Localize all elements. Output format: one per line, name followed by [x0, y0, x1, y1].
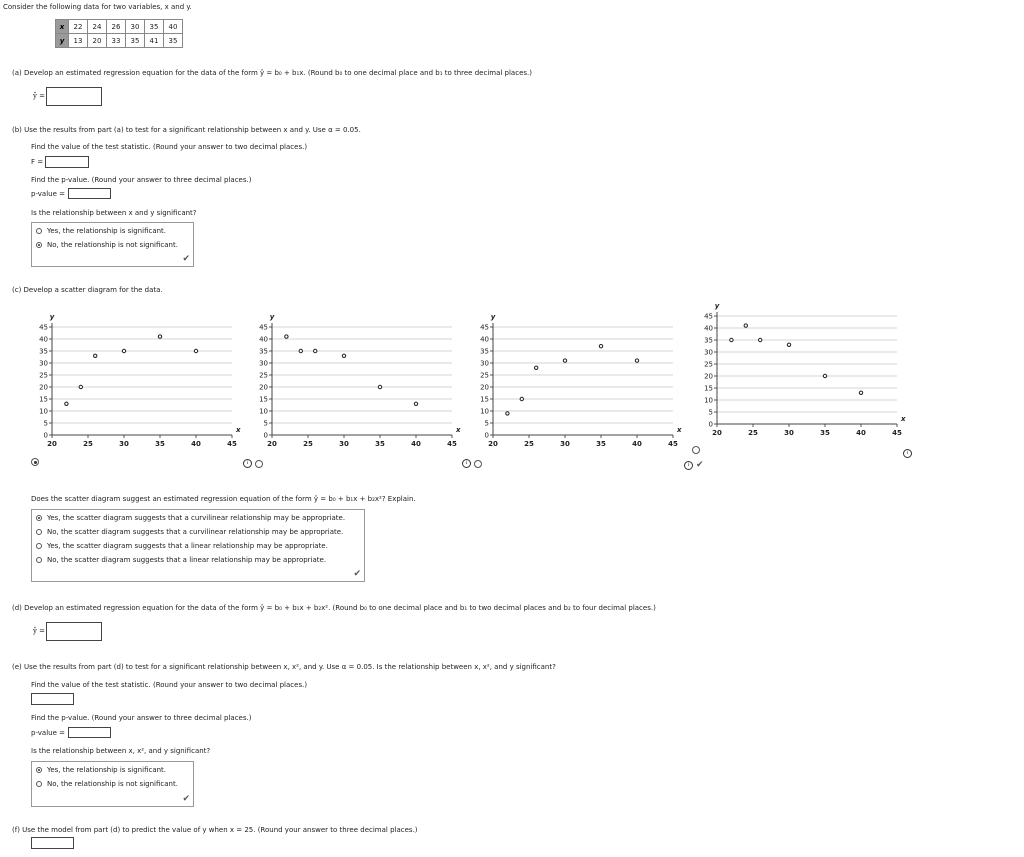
x-tick-label: 25 [83, 440, 93, 448]
data-point [520, 397, 523, 400]
y-tick-label: 10 [704, 396, 713, 405]
y-tick-label: 10 [480, 407, 489, 416]
x-tick-label: 45 [227, 440, 237, 448]
x-tick-label: 35 [375, 440, 385, 448]
data-point [823, 374, 826, 377]
option-label: Yes, the scatter diagram suggests that a linear relationship may be appropriate. [47, 542, 328, 550]
x-axis-label: x [236, 426, 241, 434]
part-c-option-2[interactable] [36, 526, 343, 538]
data-point [79, 385, 82, 388]
x-tick-label: 20 [712, 429, 722, 437]
data-point [122, 349, 125, 352]
scatter-plot-3 [466, 308, 691, 454]
y-tick-label: 35 [704, 336, 713, 345]
chart-choice-1[interactable] [31, 458, 44, 466]
part-b-question: Is the relationship between x and y significant? [31, 209, 197, 217]
table-cell: 35 [164, 34, 183, 48]
part-d-yhat-label: ŷ = [33, 627, 46, 635]
radio-button[interactable] [36, 781, 42, 787]
data-point [730, 338, 733, 341]
y-tick-label: 40 [39, 335, 48, 344]
x-tick-label: 25 [524, 440, 534, 448]
data-point [285, 335, 288, 338]
option-label: No, the scatter diagram suggests that a linear relationship may be appropriate. [47, 556, 327, 564]
data-point [859, 391, 862, 394]
scatter-plot-1 [25, 308, 250, 454]
part-e-question: Is the relationship between x, x², and y significant? [31, 747, 211, 755]
data-table [55, 19, 183, 48]
table-cell: 35 [126, 34, 145, 48]
x-axis-label: x [456, 426, 461, 434]
info-icon[interactable]: i [684, 461, 693, 470]
x-tick-label: 20 [47, 440, 57, 448]
y-tick-label: 40 [480, 335, 489, 344]
data-point [535, 366, 538, 369]
scatter-plot-2 [245, 308, 470, 454]
y-tick-label: 45 [480, 323, 489, 332]
part-c-prompt: (c) Develop a scatter diagram for the data. [12, 286, 163, 294]
option-label: Yes, the relationship is significant. [47, 766, 167, 774]
x-axis-label: x [677, 426, 682, 434]
y-tick-label: 20 [704, 372, 713, 381]
radio-button[interactable] [255, 460, 263, 468]
chart-choice-4-info [903, 449, 915, 458]
data-point [158, 335, 161, 338]
x-tick-label: 40 [191, 440, 201, 448]
y-tick-label: 15 [480, 395, 489, 404]
part-e-find-p: Find the p-value. (Round your answer to three decimal places.) [31, 714, 252, 722]
table-cell: 35 [145, 20, 164, 34]
part-a-equation-input[interactable] [46, 87, 102, 106]
y-tick-label: 25 [480, 371, 489, 380]
data-point [787, 343, 790, 346]
x-tick-label: 45 [668, 440, 678, 448]
y-axis-label: y [269, 313, 275, 321]
data-point [414, 402, 417, 405]
radio-button[interactable] [474, 460, 482, 468]
radio-button[interactable] [36, 543, 42, 549]
table-cell: 22 [69, 20, 88, 34]
part-b-option-no[interactable] [36, 239, 178, 251]
table-row-x [56, 20, 183, 34]
part-e-stat-input[interactable] [31, 693, 74, 705]
radio-button-selected[interactable] [36, 515, 42, 521]
part-b-prompt: (b) Use the results from part (a) to test for a significant relationship between x and y. Use α = 0.05. [12, 126, 361, 134]
part-b-p-label: p-value = [31, 190, 65, 198]
part-b-options-box [31, 222, 194, 267]
y-tick-label: 30 [259, 359, 268, 368]
x-tick-label: 35 [596, 440, 606, 448]
part-c-option-1[interactable] [36, 512, 345, 524]
data-point [65, 402, 68, 405]
part-e-p-label: p-value = [31, 729, 65, 737]
table-cell: 13 [69, 34, 88, 48]
part-e-options-box [31, 761, 194, 807]
y-tick-label: 15 [704, 384, 713, 393]
x-axis-label: x [901, 415, 906, 423]
x-tick-label: 30 [784, 429, 794, 437]
option-label: No, the relationship is not significant. [47, 780, 178, 788]
y-tick-label: 45 [704, 312, 713, 321]
radio-button-selected[interactable] [36, 767, 42, 773]
chart-choice-4-status [684, 460, 704, 470]
y-tick-label: 30 [39, 359, 48, 368]
data-point [378, 385, 381, 388]
table-row-y [56, 34, 183, 48]
info-icon[interactable]: i [903, 449, 912, 458]
y-tick-label: 20 [259, 383, 268, 392]
x-tick-label: 40 [411, 440, 421, 448]
part-e-option-yes[interactable] [36, 764, 166, 776]
part-a-yhat-label: ŷ = [33, 92, 46, 100]
radio-button[interactable] [36, 529, 42, 535]
chart-choice-4[interactable] [692, 446, 705, 454]
part-e-find-stat: Find the value of the test statistic. (Round your answer to two decimal places.) [31, 681, 308, 689]
table-cell: 41 [145, 34, 164, 48]
x-tick-label: 35 [820, 429, 830, 437]
option-label: No, the scatter diagram suggests that a curvilinear relationship may be appropriate. [47, 528, 344, 536]
y-axis-label: y [714, 302, 720, 310]
y-tick-label: 45 [39, 323, 48, 332]
data-point [599, 345, 602, 348]
data-point [94, 354, 97, 357]
y-tick-label: 0 [708, 420, 713, 429]
scatter-plot-4 [690, 297, 915, 443]
table-cell: 30 [126, 20, 145, 34]
x-tick-label: 35 [155, 440, 165, 448]
option-label: No, the relationship is not significant. [47, 241, 178, 249]
y-tick-label: 20 [480, 383, 489, 392]
chart-choice-2[interactable] [243, 459, 268, 468]
part-a-prompt: (a) Develop an estimated regression equation for the data of the form ŷ = b₀ + b₁x. (Round b₀ to one decimal place and b₁ to three decimal places.) [12, 69, 532, 77]
y-tick-label: 0 [484, 431, 489, 440]
x-tick-label: 20 [267, 440, 277, 448]
data-point [314, 349, 317, 352]
y-tick-label: 5 [484, 419, 489, 428]
part-b-find-p: Find the p-value. (Round your answer to three decimal places.) [31, 176, 252, 184]
y-tick-label: 40 [259, 335, 268, 344]
info-icon[interactable]: i [243, 459, 252, 468]
checkmark-icon: ✔ [182, 794, 190, 804]
data-point [299, 349, 302, 352]
x-tick-label: 30 [119, 440, 129, 448]
part-d-prompt: (d) Develop an estimated regression equation for the data of the form ŷ = b₀ + b₁x + b₂x². (Round b₀ to one decimal place and b₁ to two decimal places and b₂ to four decimal places.) [12, 604, 656, 612]
option-label: Yes, the relationship is significant. [47, 227, 167, 235]
part-e-p-input[interactable] [68, 727, 111, 738]
radio-button[interactable] [692, 446, 700, 454]
info-icon[interactable]: i [462, 459, 471, 468]
part-c-question: Does the scatter diagram suggest an estimated regression equation of the form ŷ = b₀ + b₁x + b₂x²? Explain. [31, 495, 416, 503]
x-tick-label: 20 [488, 440, 498, 448]
part-b-find-stat: Find the value of the test statistic. (Round your answer to two decimal places.) [31, 143, 308, 151]
checkmark-icon: ✔ [182, 254, 190, 264]
y-axis-label: y [49, 313, 55, 321]
part-c-options-box [31, 509, 365, 582]
x-tick-label: 30 [339, 440, 349, 448]
y-axis-label: y [490, 313, 496, 321]
part-e-prompt: (e) Use the results from part (d) to test for a significant relationship between x, x², and y. Use α = 0.05. Is the relationship between x, x², and y significant? [12, 663, 556, 671]
checkmark-icon: ✔ [696, 460, 704, 470]
y-tick-label: 35 [480, 347, 489, 356]
y-tick-label: 35 [259, 347, 268, 356]
x-tick-label: 25 [748, 429, 758, 437]
y-tick-label: 5 [708, 408, 713, 417]
part-d-equation-input[interactable] [46, 622, 102, 641]
part-c-option-4[interactable] [36, 554, 326, 566]
y-tick-label: 10 [39, 407, 48, 416]
table-cell: 33 [107, 34, 126, 48]
data-point [563, 359, 566, 362]
table-cell: 40 [164, 20, 183, 34]
part-b-option-yes[interactable] [36, 225, 166, 237]
radio-button[interactable] [36, 228, 42, 234]
y-tick-label: 10 [259, 407, 268, 416]
data-point [744, 324, 747, 327]
y-tick-label: 5 [263, 419, 268, 428]
y-tick-label: 45 [259, 323, 268, 332]
y-tick-label: 20 [39, 383, 48, 392]
chart-choice-3[interactable] [462, 459, 487, 468]
y-tick-label: 35 [39, 347, 48, 356]
data-point [342, 354, 345, 357]
data-point [759, 338, 762, 341]
x-tick-label: 25 [303, 440, 313, 448]
radio-button-selected[interactable] [36, 242, 42, 248]
intro-text: Consider the following data for two variables, x and y. [3, 3, 192, 11]
x-tick-label: 45 [447, 440, 457, 448]
table-header-x: x [56, 20, 69, 34]
part-c-option-3[interactable] [36, 540, 328, 552]
y-tick-label: 30 [704, 348, 713, 357]
part-b-f-input[interactable] [45, 156, 89, 168]
y-tick-label: 25 [704, 360, 713, 369]
x-tick-label: 30 [560, 440, 570, 448]
y-tick-label: 40 [704, 324, 713, 333]
y-tick-label: 5 [43, 419, 48, 428]
part-f-prompt: (f) Use the model from part (d) to predict the value of y when x = 25. (Round your answer to three decimal places.) [12, 826, 418, 834]
y-tick-label: 0 [263, 431, 268, 440]
data-point [635, 359, 638, 362]
x-tick-label: 40 [632, 440, 642, 448]
y-tick-label: 0 [43, 431, 48, 440]
table-cell: 20 [88, 34, 107, 48]
radio-button-selected[interactable] [31, 458, 39, 466]
checkmark-icon: ✔ [353, 569, 361, 579]
y-tick-label: 15 [259, 395, 268, 404]
x-tick-label: 40 [856, 429, 866, 437]
data-point [194, 349, 197, 352]
y-tick-label: 30 [480, 359, 489, 368]
part-b-p-input[interactable] [68, 188, 111, 199]
part-e-option-no[interactable] [36, 778, 178, 790]
y-tick-label: 25 [259, 371, 268, 380]
x-tick-label: 45 [892, 429, 902, 437]
option-label: Yes, the scatter diagram suggests that a curvilinear relationship may be appropriate. [47, 514, 346, 522]
radio-button[interactable] [36, 557, 42, 563]
table-cell: 26 [107, 20, 126, 34]
table-header-y: y [56, 34, 69, 48]
y-tick-label: 25 [39, 371, 48, 380]
part-b-f-label: F = [31, 158, 44, 166]
y-tick-label: 15 [39, 395, 48, 404]
data-point [506, 412, 509, 415]
part-f-prediction-input[interactable] [31, 837, 74, 849]
table-cell: 24 [88, 20, 107, 34]
